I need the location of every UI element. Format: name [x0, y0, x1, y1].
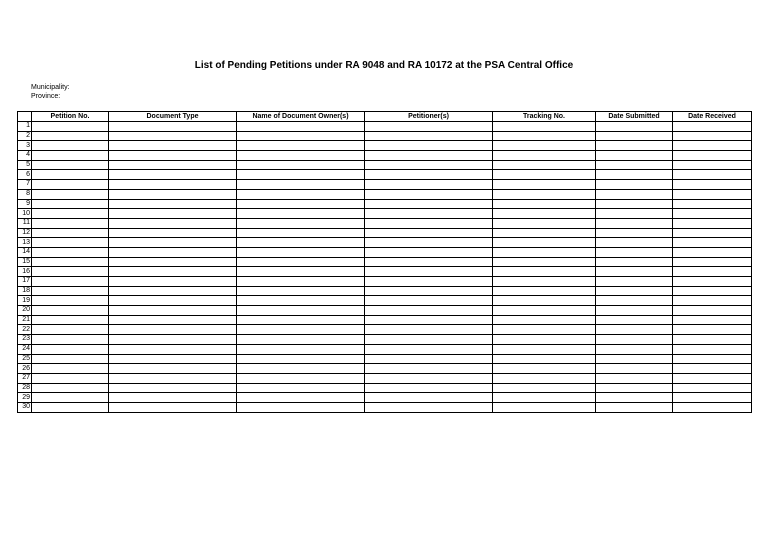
- petitioner-cell[interactable]: [365, 141, 493, 151]
- table-row: [18, 335, 752, 345]
- date-received-cell[interactable]: [673, 364, 752, 374]
- date-received-cell[interactable]: [673, 373, 752, 383]
- table-row: [18, 383, 752, 393]
- date-received-cell[interactable]: [673, 228, 752, 238]
- date-received-cell[interactable]: [673, 151, 752, 161]
- date-received-cell[interactable]: [673, 131, 752, 141]
- row-number: 10: [18, 209, 32, 219]
- province-label: Province:: [31, 93, 61, 100]
- date-submitted-cell[interactable]: [596, 180, 673, 190]
- row-number: 14: [18, 247, 32, 257]
- petition-no-cell[interactable]: [32, 354, 109, 364]
- date-submitted-cell[interactable]: [596, 325, 673, 335]
- petitioner-cell[interactable]: [365, 180, 493, 190]
- table-header-row: [18, 112, 752, 122]
- date-received-cell[interactable]: [673, 122, 752, 132]
- petition-no-cell[interactable]: [32, 228, 109, 238]
- table-row: [18, 238, 752, 248]
- tracking-no-cell[interactable]: [493, 335, 596, 345]
- petition-no-cell[interactable]: [32, 180, 109, 190]
- date-received-cell[interactable]: [673, 325, 752, 335]
- petitioner-cell[interactable]: [365, 170, 493, 180]
- petitioner-cell[interactable]: [365, 160, 493, 170]
- tracking-no-cell[interactable]: [493, 402, 596, 412]
- column-header-document-owner: Name of Document Owner(s): [237, 112, 365, 122]
- petitioner-cell[interactable]: [365, 257, 493, 267]
- row-number: 16: [18, 267, 32, 277]
- petitioner-cell[interactable]: [365, 393, 493, 403]
- date-received-cell[interactable]: [673, 286, 752, 296]
- row-number: 5: [18, 160, 32, 170]
- petition-no-cell[interactable]: [32, 218, 109, 228]
- tracking-no-cell[interactable]: [493, 228, 596, 238]
- row-number: 22: [18, 325, 32, 335]
- document-owner-cell[interactable]: [237, 315, 365, 325]
- date-received-cell[interactable]: [673, 402, 752, 412]
- petitioner-cell[interactable]: [365, 238, 493, 248]
- petitions-table: [17, 111, 752, 413]
- row-number: 15: [18, 257, 32, 267]
- document-owner-cell[interactable]: [237, 131, 365, 141]
- table-row: [18, 180, 752, 190]
- date-received-cell[interactable]: [673, 141, 752, 151]
- document-type-cell[interactable]: [109, 344, 237, 354]
- document-type-cell[interactable]: [109, 277, 237, 287]
- row-number: 13: [18, 238, 32, 248]
- date-received-cell[interactable]: [673, 170, 752, 180]
- document-owner-cell[interactable]: [237, 306, 365, 316]
- petition-no-cell[interactable]: [32, 131, 109, 141]
- date-received-cell[interactable]: [673, 315, 752, 325]
- tracking-no-cell[interactable]: [493, 393, 596, 403]
- document-type-cell[interactable]: [109, 189, 237, 199]
- table-row: [18, 402, 752, 412]
- date-submitted-cell[interactable]: [596, 228, 673, 238]
- document-type-cell[interactable]: [109, 373, 237, 383]
- date-submitted-cell[interactable]: [596, 151, 673, 161]
- date-received-cell[interactable]: [673, 354, 752, 364]
- row-number: 3: [18, 141, 32, 151]
- row-number: 25: [18, 354, 32, 364]
- table-row: [18, 364, 752, 374]
- row-number: 29: [18, 393, 32, 403]
- table-row: [18, 257, 752, 267]
- petition-no-cell[interactable]: [32, 122, 109, 132]
- date-submitted-cell[interactable]: [596, 267, 673, 277]
- document-owner-cell[interactable]: [237, 141, 365, 151]
- row-number: 6: [18, 170, 32, 180]
- row-number: 27: [18, 373, 32, 383]
- row-number: 28: [18, 383, 32, 393]
- row-number: 4: [18, 151, 32, 161]
- date-submitted-cell[interactable]: [596, 247, 673, 257]
- column-header-tracking-no: Tracking No.: [493, 112, 596, 122]
- document-owner-cell[interactable]: [237, 160, 365, 170]
- row-number: 24: [18, 344, 32, 354]
- petitioner-cell[interactable]: [365, 218, 493, 228]
- municipality-label: Municipality:: [31, 84, 70, 91]
- petitioner-cell[interactable]: [365, 306, 493, 316]
- table-row: [18, 122, 752, 132]
- document-type-cell[interactable]: [109, 315, 237, 325]
- date-submitted-cell[interactable]: [596, 315, 673, 325]
- date-submitted-cell[interactable]: [596, 383, 673, 393]
- date-submitted-cell[interactable]: [596, 218, 673, 228]
- column-header-petitioner: Petitioner(s): [365, 112, 493, 122]
- document-owner-cell[interactable]: [237, 257, 365, 267]
- tracking-no-cell[interactable]: [493, 218, 596, 228]
- date-submitted-cell[interactable]: [596, 189, 673, 199]
- tracking-no-cell[interactable]: [493, 306, 596, 316]
- row-number: 11: [18, 218, 32, 228]
- petitioner-cell[interactable]: [365, 122, 493, 132]
- petitioner-cell[interactable]: [365, 354, 493, 364]
- petition-no-cell[interactable]: [32, 277, 109, 287]
- tracking-no-cell[interactable]: [493, 383, 596, 393]
- column-header-document-type: Document Type: [109, 112, 237, 122]
- petitioner-cell[interactable]: [365, 344, 493, 354]
- petition-no-cell[interactable]: [32, 325, 109, 335]
- tracking-no-cell[interactable]: [493, 257, 596, 267]
- date-received-cell[interactable]: [673, 383, 752, 393]
- date-received-cell[interactable]: [673, 180, 752, 190]
- table-row: [18, 209, 752, 219]
- petition-no-cell[interactable]: [32, 199, 109, 209]
- table-row: [18, 218, 752, 228]
- document-type-cell[interactable]: [109, 257, 237, 267]
- tracking-no-cell[interactable]: [493, 325, 596, 335]
- document-owner-cell[interactable]: [237, 228, 365, 238]
- petition-no-cell[interactable]: [32, 373, 109, 383]
- tracking-no-cell[interactable]: [493, 131, 596, 141]
- petition-no-cell[interactable]: [32, 286, 109, 296]
- tracking-no-cell[interactable]: [493, 122, 596, 132]
- table-row: [18, 315, 752, 325]
- petition-no-cell[interactable]: [32, 267, 109, 277]
- tracking-no-cell[interactable]: [493, 141, 596, 151]
- date-submitted-cell[interactable]: [596, 170, 673, 180]
- table-row: [18, 267, 752, 277]
- row-number: 9: [18, 199, 32, 209]
- tracking-no-cell[interactable]: [493, 209, 596, 219]
- document-type-cell[interactable]: [109, 296, 237, 306]
- petitioner-cell[interactable]: [365, 402, 493, 412]
- document-type-cell[interactable]: [109, 199, 237, 209]
- document-type-cell[interactable]: [109, 209, 237, 219]
- date-received-cell[interactable]: [673, 306, 752, 316]
- document-type-cell[interactable]: [109, 141, 237, 151]
- table-row: [18, 170, 752, 180]
- row-number: 23: [18, 335, 32, 345]
- document-owner-cell[interactable]: [237, 151, 365, 161]
- table-row: [18, 296, 752, 306]
- row-number: 17: [18, 277, 32, 287]
- petitioner-cell[interactable]: [365, 199, 493, 209]
- petition-no-cell[interactable]: [32, 170, 109, 180]
- date-received-cell[interactable]: [673, 277, 752, 287]
- document-type-cell[interactable]: [109, 335, 237, 345]
- document-title: List of Pending Petitions under RA 9048 and RA 10172 at the PSA Central Office: [194, 60, 574, 71]
- row-number: 26: [18, 364, 32, 374]
- tracking-no-cell[interactable]: [493, 286, 596, 296]
- tracking-no-cell[interactable]: [493, 373, 596, 383]
- table-row: [18, 286, 752, 296]
- document-owner-cell[interactable]: [237, 402, 365, 412]
- petition-no-cell[interactable]: [32, 257, 109, 267]
- table-row: [18, 325, 752, 335]
- document-owner-cell[interactable]: [237, 122, 365, 132]
- document-owner-cell[interactable]: [237, 267, 365, 277]
- document-type-cell[interactable]: [109, 402, 237, 412]
- date-submitted-cell[interactable]: [596, 296, 673, 306]
- column-header-date-received: Date Received: [673, 112, 752, 122]
- document-type-cell[interactable]: [109, 354, 237, 364]
- document-type-cell[interactable]: [109, 364, 237, 374]
- table-row: [18, 373, 752, 383]
- date-received-cell[interactable]: [673, 257, 752, 267]
- petition-no-cell[interactable]: [32, 383, 109, 393]
- document-type-cell[interactable]: [109, 122, 237, 132]
- document-type-cell[interactable]: [109, 267, 237, 277]
- document-type-cell[interactable]: [109, 383, 237, 393]
- tracking-no-cell[interactable]: [493, 199, 596, 209]
- date-received-cell[interactable]: [673, 160, 752, 170]
- date-submitted-cell[interactable]: [596, 402, 673, 412]
- tracking-no-cell[interactable]: [493, 354, 596, 364]
- table-row: [18, 189, 752, 199]
- date-submitted-cell[interactable]: [596, 373, 673, 383]
- petitioner-cell[interactable]: [365, 228, 493, 238]
- document-type-cell[interactable]: [109, 325, 237, 335]
- petitioner-cell[interactable]: [365, 315, 493, 325]
- petitioner-cell[interactable]: [365, 151, 493, 161]
- document-type-cell[interactable]: [109, 131, 237, 141]
- document-owner-cell[interactable]: [237, 218, 365, 228]
- tracking-no-cell[interactable]: [493, 315, 596, 325]
- date-submitted-cell[interactable]: [596, 306, 673, 316]
- petition-no-cell[interactable]: [32, 364, 109, 374]
- tracking-no-cell[interactable]: [493, 344, 596, 354]
- table-row: [18, 354, 752, 364]
- date-submitted-cell[interactable]: [596, 335, 673, 345]
- row-number: 30: [18, 402, 32, 412]
- tracking-no-cell[interactable]: [493, 238, 596, 248]
- tracking-no-cell[interactable]: [493, 189, 596, 199]
- document-type-cell[interactable]: [109, 306, 237, 316]
- petitioner-cell[interactable]: [365, 209, 493, 219]
- date-received-cell[interactable]: [673, 238, 752, 248]
- tracking-no-cell[interactable]: [493, 180, 596, 190]
- document-type-cell[interactable]: [109, 170, 237, 180]
- petition-no-cell[interactable]: [32, 141, 109, 151]
- column-header-row-number: [18, 112, 32, 122]
- document-owner-cell[interactable]: [237, 344, 365, 354]
- document-owner-cell[interactable]: [237, 286, 365, 296]
- document-owner-cell[interactable]: [237, 373, 365, 383]
- petition-no-cell[interactable]: [32, 238, 109, 248]
- petition-no-cell[interactable]: [32, 247, 109, 257]
- row-number: 19: [18, 296, 32, 306]
- petition-no-cell[interactable]: [32, 315, 109, 325]
- document-type-cell[interactable]: [109, 160, 237, 170]
- tracking-no-cell[interactable]: [493, 170, 596, 180]
- petitioner-cell[interactable]: [365, 131, 493, 141]
- table-row: [18, 247, 752, 257]
- date-received-cell[interactable]: [673, 247, 752, 257]
- table-body: [18, 122, 752, 413]
- date-received-cell[interactable]: [673, 209, 752, 219]
- date-submitted-cell[interactable]: [596, 131, 673, 141]
- petitioner-cell[interactable]: [365, 325, 493, 335]
- row-number: 2: [18, 131, 32, 141]
- table-row: [18, 160, 752, 170]
- petition-no-cell[interactable]: [32, 335, 109, 345]
- document-type-cell[interactable]: [109, 151, 237, 161]
- date-submitted-cell[interactable]: [596, 160, 673, 170]
- date-received-cell[interactable]: [673, 267, 752, 277]
- petition-no-cell[interactable]: [32, 209, 109, 219]
- document-type-cell[interactable]: [109, 238, 237, 248]
- row-number: 1: [18, 122, 32, 132]
- document-owner-cell[interactable]: [237, 209, 365, 219]
- date-received-cell[interactable]: [673, 335, 752, 345]
- tracking-no-cell[interactable]: [493, 247, 596, 257]
- document-owner-cell[interactable]: [237, 277, 365, 287]
- table-row: [18, 151, 752, 161]
- document-owner-cell[interactable]: [237, 354, 365, 364]
- table-row: [18, 228, 752, 238]
- petition-no-cell[interactable]: [32, 344, 109, 354]
- column-header-date-submitted: Date Submitted: [596, 112, 673, 122]
- row-number: 18: [18, 286, 32, 296]
- document-type-cell[interactable]: [109, 286, 237, 296]
- tracking-no-cell[interactable]: [493, 277, 596, 287]
- column-header-petition-no: Petition No.: [32, 112, 109, 122]
- document-owner-cell[interactable]: [237, 364, 365, 374]
- date-submitted-cell[interactable]: [596, 209, 673, 219]
- document-owner-cell[interactable]: [237, 170, 365, 180]
- document-owner-cell[interactable]: [237, 335, 365, 345]
- document-owner-cell[interactable]: [237, 189, 365, 199]
- row-number: 8: [18, 189, 32, 199]
- date-submitted-cell[interactable]: [596, 199, 673, 209]
- tracking-no-cell[interactable]: [493, 267, 596, 277]
- document-owner-cell[interactable]: [237, 180, 365, 190]
- petitioner-cell[interactable]: [365, 296, 493, 306]
- document-owner-cell[interactable]: [237, 383, 365, 393]
- petition-no-cell[interactable]: [32, 393, 109, 403]
- table-row: [18, 141, 752, 151]
- row-number: 7: [18, 180, 32, 190]
- petitioner-cell[interactable]: [365, 267, 493, 277]
- petitioner-cell[interactable]: [365, 189, 493, 199]
- date-submitted-cell[interactable]: [596, 257, 673, 267]
- date-received-cell[interactable]: [673, 344, 752, 354]
- tracking-no-cell[interactable]: [493, 160, 596, 170]
- tracking-no-cell[interactable]: [493, 296, 596, 306]
- document-owner-cell[interactable]: [237, 247, 365, 257]
- table-row: [18, 393, 752, 403]
- date-submitted-cell[interactable]: [596, 238, 673, 248]
- date-received-cell[interactable]: [673, 296, 752, 306]
- date-received-cell[interactable]: [673, 199, 752, 209]
- petition-no-cell[interactable]: [32, 306, 109, 316]
- date-submitted-cell[interactable]: [596, 141, 673, 151]
- document-type-cell[interactable]: [109, 228, 237, 238]
- date-received-cell[interactable]: [673, 189, 752, 199]
- document-owner-cell[interactable]: [237, 325, 365, 335]
- table-row: [18, 344, 752, 354]
- petitioner-cell[interactable]: [365, 247, 493, 257]
- table-row: [18, 306, 752, 316]
- tracking-no-cell[interactable]: [493, 364, 596, 374]
- petitioner-cell[interactable]: [365, 286, 493, 296]
- petition-no-cell[interactable]: [32, 189, 109, 199]
- date-submitted-cell[interactable]: [596, 393, 673, 403]
- date-received-cell[interactable]: [673, 393, 752, 403]
- date-submitted-cell[interactable]: [596, 122, 673, 132]
- date-submitted-cell[interactable]: [596, 286, 673, 296]
- row-number: 20: [18, 306, 32, 316]
- table-row: [18, 131, 752, 141]
- petitioner-cell[interactable]: [365, 335, 493, 345]
- table-row: [18, 199, 752, 209]
- date-received-cell[interactable]: [673, 218, 752, 228]
- document-owner-cell[interactable]: [237, 296, 365, 306]
- row-number: 21: [18, 315, 32, 325]
- date-submitted-cell[interactable]: [596, 354, 673, 364]
- petition-no-cell[interactable]: [32, 296, 109, 306]
- petitioner-cell[interactable]: [365, 383, 493, 393]
- row-number: 12: [18, 228, 32, 238]
- tracking-no-cell[interactable]: [493, 151, 596, 161]
- date-submitted-cell[interactable]: [596, 344, 673, 354]
- document-owner-cell[interactable]: [237, 393, 365, 403]
- petition-no-cell[interactable]: [32, 402, 109, 412]
- petitioner-cell[interactable]: [365, 277, 493, 287]
- date-submitted-cell[interactable]: [596, 277, 673, 287]
- document-owner-cell[interactable]: [237, 199, 365, 209]
- petitioner-cell[interactable]: [365, 373, 493, 383]
- table-row: [18, 277, 752, 287]
- document-type-cell[interactable]: [109, 218, 237, 228]
- petition-no-cell[interactable]: [32, 151, 109, 161]
- document-type-cell[interactable]: [109, 393, 237, 403]
- document-owner-cell[interactable]: [237, 238, 365, 248]
- petitioner-cell[interactable]: [365, 364, 493, 374]
- petition-no-cell[interactable]: [32, 160, 109, 170]
- date-submitted-cell[interactable]: [596, 364, 673, 374]
- document-type-cell[interactable]: [109, 247, 237, 257]
- document-type-cell[interactable]: [109, 180, 237, 190]
